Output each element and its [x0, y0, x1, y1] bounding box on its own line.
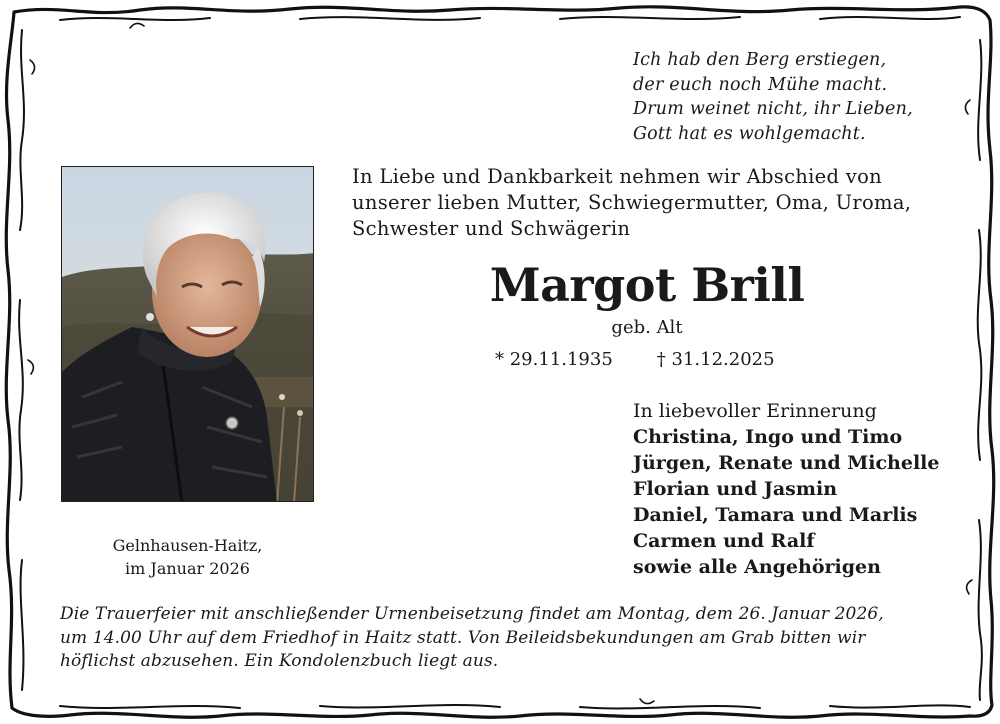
service-info	[60, 603, 960, 674]
date: im Januar 2026	[125, 559, 250, 578]
poem-line: Ich hab den Berg erstiegen,	[633, 50, 887, 70]
death-date: † 31.12.2025	[656, 349, 775, 370]
poem-line: der euch noch Mühe macht.	[633, 74, 888, 95]
place: Gelnhausen-Haitz,	[112, 536, 263, 555]
poem-line: Drum weinet nicht, ihr Lieben,	[633, 99, 913, 119]
service-line: Die Trauerfeier mit anschließender Urnenbeisetzung findet am Montag, dem 26. Januar 2026,	[60, 604, 884, 624]
poem	[633, 48, 973, 146]
portrait-photo-icon	[62, 167, 314, 502]
mourner-name: sowie alle Angehörigen	[633, 556, 881, 578]
mourner-name: Carmen und Ralf	[633, 530, 815, 552]
poem-line: Gott hat es wohlgemacht.	[633, 123, 866, 144]
birth-date: * 29.11.1935	[495, 349, 613, 370]
intro-line: unserer lieben Mutter, Schwiegermutter, Oma, Uroma,	[352, 191, 912, 214]
place-date	[61, 534, 314, 580]
life-dates	[495, 347, 775, 373]
deceased-name: Margot Brill	[489, 258, 805, 312]
mourner-name: Christina, Ingo und Timo	[633, 426, 903, 448]
mourner-name: Florian und Jasmin	[633, 478, 838, 500]
service-line: um 14.00 Uhr auf dem Friedhof in Haitz statt. Von Beileidsbekundungen am Grab bitten wir	[60, 627, 866, 648]
maiden-name: geb. Alt	[611, 317, 683, 338]
service-line: höflichst abzusehen. Ein Kondolenzbuch liegt aus.	[60, 651, 499, 671]
intro-line: In Liebe und Dankbarkeit nehmen wir Abschied von	[352, 165, 883, 188]
mourner-name: Daniel, Tamara und Marlis	[633, 504, 918, 526]
mourner-name: Jürgen, Renate und Michelle	[633, 452, 940, 474]
mourners-heading: In liebevoller Erinnerung	[633, 400, 877, 422]
intro-line: Schwester und Schwägerin	[352, 217, 631, 240]
intro-text	[352, 164, 952, 242]
portrait-photo	[61, 166, 314, 502]
mourners-list	[633, 398, 973, 580]
